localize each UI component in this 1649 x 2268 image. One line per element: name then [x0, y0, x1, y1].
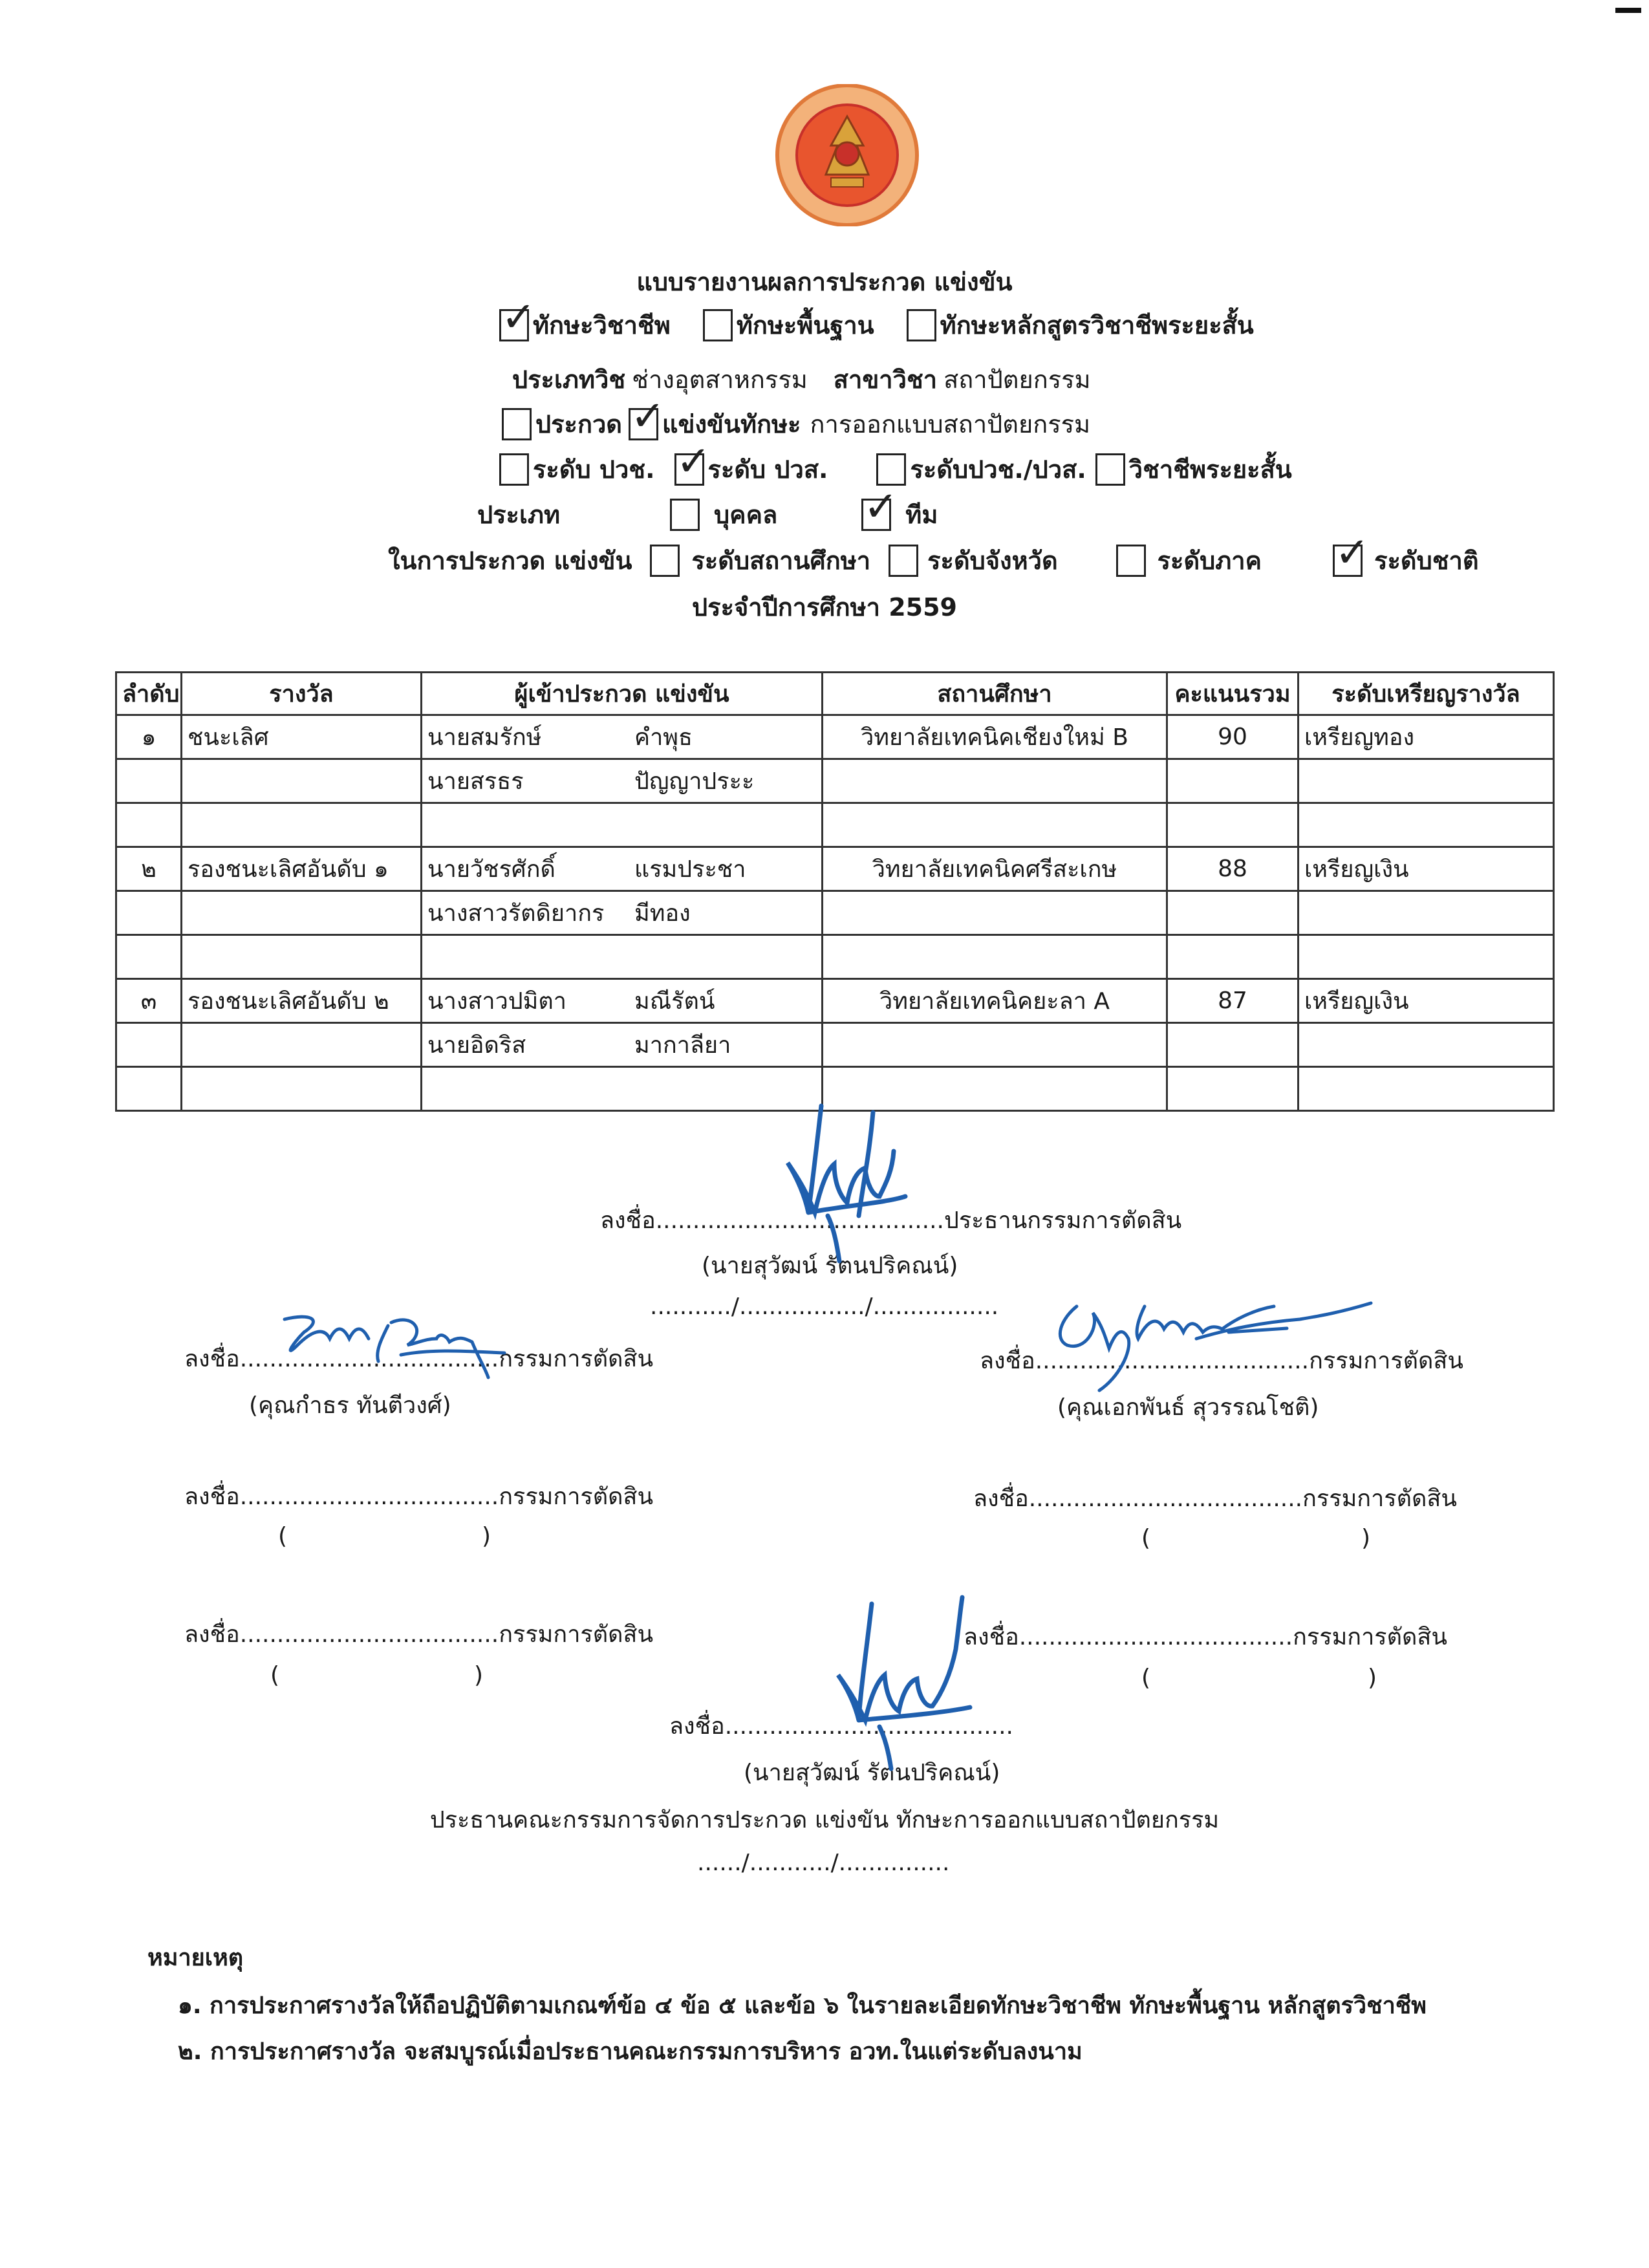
award-cell [182, 891, 422, 935]
score-cell: 87 [1167, 979, 1299, 1023]
rank-cell [116, 1023, 182, 1067]
category-label: ประเภท [477, 501, 561, 529]
score-cell: 90 [1167, 715, 1299, 759]
label-level-pvc: ระดับ ปวช. [533, 455, 655, 484]
medal-cell: เหรียญเงิน [1299, 979, 1554, 1023]
judge1-name: (คุณกำธร ทันตีวงศ์) [249, 1392, 451, 1419]
judge3-paren-close: ) [482, 1523, 491, 1550]
checkbox-level-short[interactable] [1095, 453, 1125, 486]
label-basic-skill: ทักษะพื้นฐาน [736, 311, 874, 340]
header-rank: ลำดับ [116, 673, 182, 715]
final-signature-line: ลงชื่อ....................................... [669, 1713, 1013, 1740]
award-cell [182, 1023, 422, 1067]
participant-cell [422, 935, 823, 979]
score-cell: 88 [1167, 847, 1299, 891]
chair-signature-line: ลงชื่อ.......................................ประธานกรรมการตัดสิน [600, 1207, 1182, 1234]
score-cell [1167, 1067, 1299, 1111]
participant-cell [422, 1023, 823, 1067]
checkbox-basic-skill[interactable] [703, 309, 733, 341]
judge4-paren-open: ( [1141, 1525, 1151, 1551]
award-cell: รองชนะเลิศอันดับ ๑ [182, 847, 422, 891]
header-medal: ระดับเหรียญรางวัล [1299, 673, 1554, 715]
checkbox-contest[interactable] [502, 408, 532, 440]
judge2-signature-line: ลงชื่อ.....................................กรรมการตัดสิน [980, 1348, 1463, 1374]
competition-level-label: ในการประกวด แข่งขัน [388, 546, 632, 575]
label-school-level: ระดับสถานศึกษา [691, 546, 871, 575]
label-skill-competition: แข่งขันทักษะ [662, 410, 801, 438]
label-level-both: ระดับปวช./ปวส. [910, 455, 1086, 484]
label-region-level: ระดับภาค [1157, 546, 1262, 575]
judge5-signature-line: ลงชื่อ...................................กรรมการตัดสิน [184, 1621, 654, 1648]
label-national-level: ระดับชาติ [1374, 546, 1479, 575]
score-cell [1167, 1023, 1299, 1067]
rank-cell [116, 803, 182, 847]
medal-cell [1299, 1067, 1554, 1111]
chair-date: .........../................./................. [650, 1293, 999, 1320]
score-cell [1167, 759, 1299, 803]
type-label: ประเภทวิช [512, 365, 626, 394]
score-cell [1167, 803, 1299, 847]
participant-last-name: มากาลียา [634, 1032, 731, 1059]
rank-cell [116, 935, 182, 979]
participant-first-name: นางสาวรัตดิยากร [427, 900, 605, 927]
participant-cell [422, 803, 823, 847]
header-award: รางวัล [182, 673, 422, 715]
table-row [116, 715, 1554, 759]
judge3-paren-open: ( [278, 1523, 288, 1550]
checkbox-short-course-skill[interactable] [907, 309, 936, 341]
checkbox-province-level[interactable] [889, 545, 918, 577]
participant-cell [422, 979, 823, 1023]
participant-first-name: นายสมรักษ์ [427, 724, 542, 751]
participant-first-name: นายวัชรศักดิ์ [427, 856, 555, 883]
award-cell [182, 1067, 422, 1111]
medal-cell [1299, 1023, 1554, 1067]
table-header-row [116, 673, 1554, 715]
school-cell: วิทยาลัยเทคนิคยะลา A [823, 979, 1167, 1023]
rank-cell [116, 891, 182, 935]
rank-cell [116, 759, 182, 803]
label-level-pvs: ระดับ ปวส. [707, 455, 828, 484]
award-cell: ชนะเลิศ [182, 715, 422, 759]
competition-level-row [388, 541, 1479, 580]
rank-cell [116, 1067, 182, 1111]
checkbox-region-level[interactable] [1116, 545, 1146, 577]
judge6-signature-line: ลงชื่อ.....................................กรรมการตัดสิน [964, 1624, 1447, 1650]
school-cell [823, 935, 1167, 979]
final-signature-scribble [795, 1591, 989, 1772]
category-row [477, 495, 938, 534]
award-cell [182, 759, 422, 803]
participant-last-name: มณีรัตน์ [634, 988, 715, 1015]
judge3-signature-line: ลงชื่อ...................................กรรมการตัดสิน [184, 1484, 654, 1510]
academic-year: ประจำปีการศึกษา 2559 [692, 593, 957, 621]
medal-cell [1299, 759, 1554, 803]
rank-cell: ๓ [116, 979, 182, 1023]
label-individual: บุคคล [714, 501, 778, 529]
table-row [116, 847, 1554, 891]
award-cell [182, 803, 422, 847]
label-level-short: วิชาชีพระยะสั้น [1128, 455, 1292, 484]
table-row [116, 803, 1554, 847]
form-title: แบบรายงานผลการประกวด แข่งขัน [636, 268, 1013, 296]
judge1-signature-scribble [265, 1306, 511, 1384]
branch-label: สาขาวิชา [833, 365, 938, 394]
label-short-course-skill: ทักษะหลักสูตรวิชาชีพระยะสั้น [940, 311, 1254, 340]
award-cell [182, 935, 422, 979]
school-cell [823, 759, 1167, 803]
participant-first-name: นายอิดริส [427, 1032, 526, 1059]
results-table [115, 671, 1555, 1112]
checkbox-level-both[interactable] [876, 453, 906, 486]
checkbox-national-level[interactable] [1333, 545, 1363, 577]
judge5-paren-close: ) [474, 1662, 484, 1689]
participant-cell [422, 715, 823, 759]
participant-last-name: มีทอง [634, 900, 691, 927]
branch-value: สถาปัตยกรรม [943, 365, 1091, 394]
chair-name: (นายสุวัฒน์ รัตนปริคณน์) [702, 1253, 958, 1279]
note-item-1: ๑. การประกาศรางวัลให้ถือปฏิบัติตามเกณฑ์ข้อ ๔ ข้อ ๕ และข้อ ๖ ในรายละเอียดทักษะวิชาชีพ ทักษะพื้นฐาน หลักสูตรวิชาชีพ [178, 1993, 1427, 2019]
seal-logo [760, 84, 934, 226]
final-date: ....../.........../............... [697, 1850, 950, 1876]
checkbox-school-level[interactable] [650, 545, 680, 577]
judge6-paren-close: ) [1368, 1665, 1377, 1691]
checkbox-skill-competition[interactable] [629, 408, 658, 440]
label-contest: ประกวด [535, 410, 622, 438]
final-title: ประธานคณะกรรมการจัดการประกวด แข่งขัน ทักษะการออกแบบสถาปัตยกรรม [429, 1807, 1220, 1833]
skill-type-row [499, 305, 1254, 345]
chair-signature-scribble [744, 1099, 912, 1268]
checkbox-vocational-skill[interactable] [499, 309, 529, 341]
rank-cell: ๑ [116, 715, 182, 759]
type-value: ช่างอุตสาหกรรม [632, 365, 808, 394]
label-province-level: ระดับจังหวัด [927, 546, 1058, 575]
participant-cell [422, 759, 823, 803]
final-name: (นายสุวัฒน์ รัตนปริคณน์) [744, 1760, 1000, 1786]
checkbox-individual[interactable] [670, 499, 700, 531]
judge4-signature-line: ลงชื่อ.....................................กรรมการตัดสิน [973, 1485, 1457, 1512]
table-row [116, 935, 1554, 979]
judge1-signature-line: ลงชื่อ...................................กรรมการตัดสิน [184, 1346, 654, 1372]
label-vocational-skill: ทักษะวิชาชีพ [533, 311, 671, 340]
medal-cell: เหรียญเงิน [1299, 847, 1554, 891]
type-branch-row [512, 360, 1091, 399]
table-row [116, 759, 1554, 803]
school-cell: วิทยาลัยเทคนิคเชียงใหม่ B [823, 715, 1167, 759]
participant-cell [422, 891, 823, 935]
medal-cell [1299, 935, 1554, 979]
header-school: สถานศึกษา [823, 673, 1167, 715]
participant-last-name: คำพุธ [634, 724, 693, 751]
judge6-paren-open: ( [1141, 1665, 1151, 1691]
school-cell: วิทยาลัยเทคนิคศรีสะเกษ [823, 847, 1167, 891]
checkbox-level-pvc[interactable] [499, 453, 529, 486]
participant-last-name: แรมประชา [634, 856, 746, 883]
corner-mark [1615, 8, 1641, 13]
medal-cell [1299, 891, 1554, 935]
judge4-paren-close: ) [1361, 1525, 1371, 1551]
judge5-paren-open: ( [270, 1662, 280, 1689]
note-item-2: ๒. การประกาศรางวัล จะสมบูรณ์เมื่อประธานคณะกรรมการบริหาร อวท.ในแต่ระดับลงนาม [178, 2038, 1083, 2065]
header-participants: ผู้เข้าประกวด แข่งขัน [422, 673, 823, 715]
table-row [116, 979, 1554, 1023]
skill-value: การออกแบบสถาปัตยกรรม [810, 410, 1091, 438]
table-row [116, 891, 1554, 935]
label-team: ทีม [905, 501, 938, 529]
checkbox-team[interactable] [861, 499, 891, 531]
school-cell [823, 803, 1167, 847]
award-cell: รองชนะเลิศอันดับ ๒ [182, 979, 422, 1023]
score-cell [1167, 935, 1299, 979]
header-score: คะแนนรวม [1167, 673, 1299, 715]
judge2-name: (คุณเอกพันธ์ สุวรรณโชติ) [1057, 1394, 1319, 1421]
school-cell [823, 891, 1167, 935]
score-cell [1167, 891, 1299, 935]
participant-last-name: ปัญญาประะ [634, 768, 755, 795]
medal-cell: เหรียญทอง [1299, 715, 1554, 759]
notes-heading: หมายเหตุ [147, 1945, 244, 1971]
judge2-signature-scribble [1041, 1293, 1377, 1397]
participant-first-name: นายสรธร [427, 768, 524, 795]
participant-first-name: นางสาวปมิตา [427, 988, 566, 1015]
checkbox-level-pvs[interactable] [674, 453, 704, 486]
school-cell [823, 1023, 1167, 1067]
contest-type-row [502, 404, 1090, 444]
rank-cell: ๒ [116, 847, 182, 891]
participant-cell [422, 847, 823, 891]
table-row [116, 1023, 1554, 1067]
medal-cell [1299, 803, 1554, 847]
